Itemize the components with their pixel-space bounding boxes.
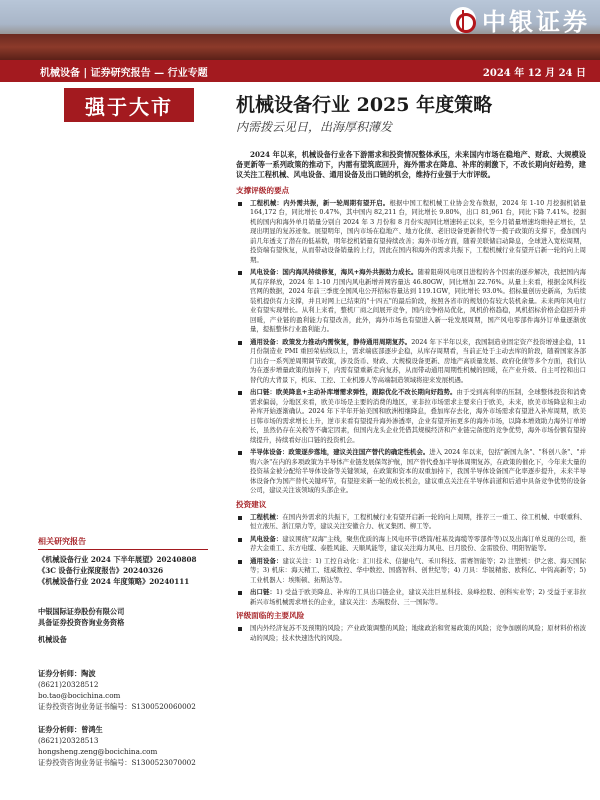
analyst-role: 证券分析师：陶波 — [38, 669, 96, 678]
analyst-cert: 证券投资咨询业务证书编号：S1300523070002 — [38, 758, 196, 767]
analyst-email[interactable]: bo.tao@bocichina.com — [38, 691, 121, 700]
rating-badge: 强于大市 — [64, 88, 194, 122]
item-lead: 出口链： — [250, 588, 277, 597]
item-lead: 工程机械：内外需共振，新一轮周期有望开启。 — [250, 198, 390, 207]
report-title: 机械设备行业 2025 年度策略 — [236, 94, 493, 116]
list-item — [236, 557, 586, 586]
logo-text: 中银证券 — [482, 8, 590, 36]
report-date: 2024 年 12 月 24 日 — [482, 67, 586, 79]
section-heading-rating-points: 支撑评级的要点 — [236, 185, 290, 195]
related-report-item: 《3C 设备行业深度报告》20240326 — [38, 566, 164, 575]
analyst-2 — [38, 724, 208, 768]
related-report-item: 《机械设备行业 2024 下半年展望》20240808 — [38, 555, 197, 564]
related-reports — [38, 536, 208, 587]
related-report-item: 《机械设备行业 2024 年度策略》20240111 — [38, 577, 190, 586]
item-lead: 风电设备：国内海风持续修复，海风+海外共振助力成长。 — [250, 268, 418, 277]
bullet-icon — [238, 627, 242, 631]
item-lead: 半导体设备：政策逐步落地，建议关注国产替代的确定性机会。 — [250, 448, 430, 457]
analyst-cert: 证券投资咨询业务证书编号：S1300520060002 — [38, 702, 196, 711]
bullet-icon — [238, 516, 242, 520]
list-item — [236, 624, 586, 643]
bullet-icon — [238, 591, 242, 595]
list-item — [236, 535, 586, 554]
list-item — [236, 199, 586, 266]
brand-logo — [450, 2, 590, 37]
item-text: 2024 年下半年以来，我国制造业固定资产投资增速企稳，11 月份制造业 PMI 重回荣枯线以上，需求端底部逐步企稳，从库存周期看，当前正处于主动去库的阶段，随着国家各部门出台一系列逆周期调节政策，涉及货币、财政、大规模设备更新、房地产高质量发展、政府化债等多个方面，我们认为在逐步增量政策的加持下，内需有望重新走向复苏，从而带动通用周期性机械的回暖，在产业升级、自主可控和出口替代的大背景下，机床、工控、工业机器人等高端制造领域将迎来发展机遇。 — [250, 337, 586, 384]
item-text: 国内外经济复苏不及预期的风险；产业政策调整的风险；地缘政治和贸易政策的风险；竞争加剧的风险；原材料价格波动的风险；技术快速迭代的风险。 — [250, 624, 586, 642]
item-lead: 工程机械： — [250, 512, 283, 521]
item-text: 随着阻碍风电项目进程的各个因素的逐步解决，我把国内海风有序释放，2024 年 1-10 月国内风电新增并网容量达 46.80GW，同比增加 22.76%。从量上来看，根据金风科技官网的数据，2024 年前三季度全国风电公开招标容量达到 119.1GW，同比增长 93.0%。招标量创历史新高，为后续装机提供有力支撑，并且对网上已结束的"十四五"的最后阶段，按照各省市的规划仍有较大装机余量。未来两年风电行业有望实现增长。从利上来看，整机厂商之间展开竞争，国内竞争格局优化，风机价格趋稳，风机招标价格企稳回升并回暖，产业链的盈利能力有望改善，此外，海外市场也有望进入新一轮发展周期，国产风电零部件海外订单量逐渐放量，提振整体行业盈利能力。 — [250, 268, 586, 334]
main-content — [236, 150, 586, 646]
list-item — [236, 513, 586, 532]
divider — [38, 549, 208, 550]
item-text: 在国内外需求的共振下，工程机械行业有望开启新一轮的向上周期，推荐三一重工、徐工机械、中联重科、恒立液压、浙江鼎力等，建议关注安徽合力、杭叉集团、柳工等。 — [250, 512, 587, 531]
item-text: 进入 2024 年以来，包括"新国九条"、"科创八条"、"并购六条"在内的多项政策为半导体产业链发展保驾护航，国产替代叠加半导体周期复苏，在政策的催化下，今年来大量的投资基金被分配给半导体设备等关键领域，在政策和资本的双重加持下，我国半导体设备国产化率逐步提升，未来半导体设备作为国产替代关键环节，有望迎来新一轮的成长机会，建议重点关注在半导体前道和后道中具备竞争优势的设备公司，建议关注该领域的头部企业。 — [250, 448, 586, 495]
report-category: 机械设备 | 证券研究报告 — 行业专题 — [40, 67, 208, 79]
bank-logo-icon — [450, 7, 476, 33]
list-item — [236, 338, 586, 386]
sector-label: 机械设备 — [38, 635, 67, 644]
item-text: 1) 受益于欧美降息、补库的工具出口链企业，建议关注巨星科技、泉峰控股、创科实业等；2) 受益于亚非拉新兴市场机械需求增长的企业，建议关注：杰瑞股份、三一国际等。 — [250, 588, 586, 606]
item-text: 由于受到高利率的压制，全球整体投资和消费需求偏弱，分地区来看，欧美市场是主要的消费的地区，亚非拉市场需求主要来自于欧美，未来，欧美市场降息和主动补库开始逐渐确认。2024 年下半年开始美国和欧洲相继降息，叠加库存去化，海外市场需求有望进入补库周期，欧美日韩市场的需求增长上升，逆市来看有望提升海外渗透率，企业有望开拓更多的海外市场，以降本增效助力海外订单增长，虽然仍存在关税等不确定因素，但国内龙头企业凭借其规模经济和产业链完备度的竞争优势，海外市场份额有望持续提升，持续看好出口链的投资机会。 — [250, 388, 587, 444]
analyst-1 — [38, 668, 208, 712]
item-lead: 通用设备：政策发力推动内需恢复，静待通用周期复苏。 — [250, 337, 412, 346]
lead-paragraph: 2024 年以来，机械设备行业各下游需求和投资情况整体承压，未来国内市场在稳地产、财政、大规模设备更新等一系列政策的推动下，内需有望筑底回升，海外需求在降息、补库的刺激下，不改长期向好趋势，建议关注工程机械、风电设备、通用设备及出口链的机会，维持行业强于大市评级。 — [236, 150, 586, 180]
analyst-email[interactable]: hongsheng.zeng@bocichina.com — [38, 747, 158, 756]
item-text: 建议围绕"双海"主线，聚焦优质的海上风电环节(塔筒/桩基及海缆等零部件等)以及出海订单兑现的公司，推荐大金重工、东方电缆、泰胜风能、天顺风能等，建议关注海力风电、日月股份、金雷股份、明阳智能等。 — [250, 534, 586, 553]
list-item — [236, 388, 586, 445]
list-item — [236, 448, 586, 496]
bullet-icon — [238, 391, 242, 395]
bullet-icon — [238, 560, 242, 564]
analyst-phone: (8621)20328512 — [38, 680, 99, 689]
org-line: 中银国际证券股份有限公司 — [38, 607, 125, 616]
bullet-icon — [238, 451, 242, 455]
item-lead: 风电设备： — [250, 534, 283, 543]
report-subtitle: 内需拨云见日，出海厚积薄发 — [236, 120, 393, 134]
analyst-phone: (8621)20328513 — [38, 736, 99, 745]
related-heading: 相关研究报告 — [38, 536, 86, 546]
section-heading-risks: 评级面临的主要风险 — [236, 611, 305, 621]
bullet-icon — [238, 271, 242, 275]
analyst-role: 证券分析师：曾鸿生 — [38, 725, 103, 734]
list-item — [236, 588, 586, 607]
header-banner — [0, 0, 600, 60]
bullet-icon — [238, 202, 242, 206]
section-heading-investment: 投资建议 — [236, 499, 267, 509]
item-lead: 出口链：欧美降息+主动补库增需求弹性，跟踪优化不改长期向好趋势。 — [250, 388, 457, 397]
banner-roofline — [0, 34, 600, 60]
header-ribbon — [0, 60, 600, 82]
organization-info — [38, 606, 208, 645]
item-text: 根据中国工程机械工业协会发布数据，2024 年 1-10 月挖掘机销量 164,172 台，同比增长 0.47%，其中国内 82,211 台，同比增长 9.80%，出口 81,961 台，同比下降 7.41%。挖掘机的国内和海外单月销量分别自 2024 年 3 月份和 8 月份实现同比增速转正以来，至今月销量增速均维持正增长，呈现出明显的复苏迹象。展望明年，国内市场在稳地产、地方化债、老旧设备更新替代等一揽子政策的支撑下，叠加国内前几年透支了潜在的低基数，明年挖机销量有望持续改善；海外市场方面，随着美联储启动降息，全球进入宽松周期，投资端有望恢复，从而带动设备销量的上行，因此在国内和海外的需求共振下，工程机械行业有望开启新一轮的向上周期。 — [250, 198, 587, 264]
list-item — [236, 268, 586, 335]
org-line: 具备证券投资咨询业务资格 — [38, 618, 125, 627]
item-text: 建议关注：1) 工控自动化：汇川技术、信捷电气、禾川科技、雷赛智能等；2) 注塑机：伊之密、海天国际等；3) 机床：海天精工、纽威数控、华中数控、国盛智科、创世纪等；4) 刀具：华锐精密、欧科亿、中钨高新等；5) 工业机器人：埃斯顿、拓斯达等。 — [250, 556, 587, 584]
bullet-icon — [238, 538, 242, 542]
bullet-icon — [238, 341, 242, 345]
item-lead: 通用设备： — [250, 556, 283, 565]
